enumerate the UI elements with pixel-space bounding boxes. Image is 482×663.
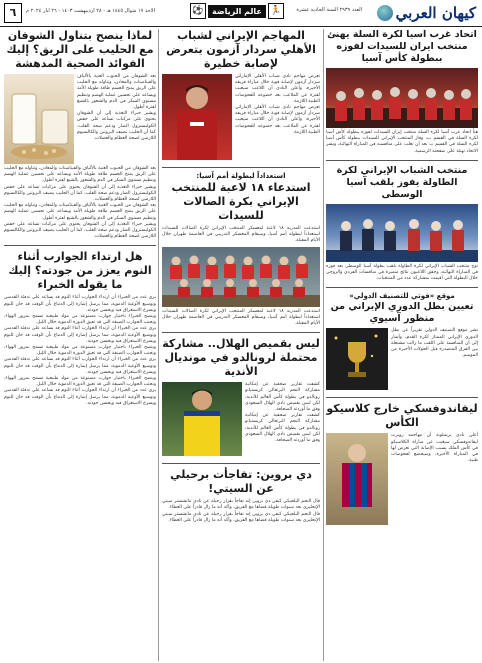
- ball-icon: ⚽: [190, 3, 206, 19]
- headline: دي بروين: تفاجأت برحيلي عن السيتي!: [170, 468, 312, 496]
- article-text: أعلن نادي برشلونة أن مهاجمه روبرت ليفاندوفسكي سيغيب عن مباراة الكلاسيكو في كأس الملك بسبب الإصابة التي تعرض لها في المباراة الأخيرة، وسيخضع لفحوصات طبية.: [391, 433, 478, 464]
- divider: [326, 287, 478, 288]
- divider: [4, 245, 156, 246]
- divider: [162, 463, 320, 464]
- article-text: كشفت تقارير صحفية عن إمكانية مشاركة النجم البرتغالي كريستيانو رونالدو في بطولة كأس العالم للأندية، لكن ليس بقميص نادي الهلال السعودي وفق ما أوردته الصحافة.: [245, 413, 320, 444]
- azmoun-photo: [162, 74, 232, 160]
- article-text: يرى عدد من الخبراء أن ارتداء الجوارب أثناء النوم قد يساعد على تدفئة القدمين وتوسيع الأوعية الدموية، مما يرسل إشارة إلى الدماغ بأن الوقت قد حان للنوم ويسرع الاستغراق فيه ويحسن جودته.: [4, 388, 156, 406]
- issue-number: العدد ٢٩٣٩ السنة الحادية عشرة: [296, 7, 362, 13]
- article-table-tennis: [326, 165, 478, 283]
- trophy-icon: [326, 328, 388, 390]
- divider: [326, 160, 478, 161]
- article-de-bruyne: [162, 468, 320, 524]
- podium-figures: [326, 204, 478, 262]
- headline: منتخب الشباب الإيراني لكرة الطاولة يفوز بلقب آسيا الوسطى: [336, 164, 468, 200]
- article-socks: [4, 250, 156, 407]
- globe-icon: [377, 5, 393, 21]
- futsal-team-figures: [162, 247, 320, 307]
- article-text: تعرض مهاجم نادي شباب الأهلي الإماراتي سردار آزمون لإصابة قوية خلال مباراة فريقه الأخيرة، وأعلن النادي أن اللاعب سيغيب لفترة عن الملاعب بعد خضوعه للفحوصات الطبية اللازمة.: [235, 74, 320, 104]
- newspaper-logo: [377, 2, 476, 24]
- date-line: الاحد ١٧ شوال ١٤٤٥ هـ - ٢٨ اردیبهشت ١٤٠٣ - ٢٦ ايار ٢٠٢٤ م: [26, 8, 155, 14]
- kicker: موقع «فوتي للتصنيف الدولي»: [349, 292, 455, 301]
- article-text: يرى عدد من الخبراء أن ارتداء الجوارب أثناء النوم قد يساعد على تدفئة القدمين وتوسيع الأوعية الدموية، مما يرسل إشارة إلى الدماغ بأن الوقت قد حان للنوم ويسرع الاستغراق فيه ويحسن جودته.: [4, 295, 156, 313]
- article-text: يعد الشوفان من الحبوب الغنية بالألياف والفيتامينات والمعادن، وتناوله مع الحليب على الريق يمنح الجسم طاقة طويلة الأمد ويساعد على تحسين عملية الهضم وتنظيم مستوى السكر في الدم والشعور بالشبع لفترة أطول.: [77, 74, 156, 111]
- article-ronaldo: [162, 337, 320, 458]
- article-futsal: [162, 172, 320, 327]
- headline: استدعاء ١٨ لاعبة للمنتخب الإيراني بكرة الصالات للسيدات: [171, 181, 311, 222]
- column-divider: [323, 29, 324, 661]
- section-header: [190, 3, 284, 19]
- article-azmoun: [162, 29, 320, 162]
- oats-milk-illustration: [4, 74, 74, 164]
- oats-milk-photo: [4, 74, 74, 164]
- article-text: تعرض مهاجم نادي شباب الأهلي الإماراتي سردار آزمون لإصابة قوية خلال مباراة فريقه الأخيرة، وأعلن النادي أن اللاعب سيغيب لفترة عن الملاعب بعد خضوعه للفحوصات الطبية اللازمة.: [235, 105, 320, 135]
- article-text: يعد الشوفان من الحبوب الغنية بالألياف والفيتامينات والمعادن، وتناوله مع الحليب على الريق يمنح الجسم طاقة طويلة الأمد ويساعد على تحسين عملية الهضم وتنظيم مستوى السكر في الدم والشعور بالشبع لفترة أطول.: [4, 203, 156, 221]
- divider: [162, 167, 320, 168]
- headline: تعيين بطل الدوري الإيراني من منظور آسيوي: [330, 301, 474, 325]
- article-text: يرى عدد من الخبراء أن ارتداء الجوارب أثناء النوم قد يساعد على تدفئة القدمين وتوسيع الأوعية الدموية، مما يرسل إشارة إلى الدماغ بأن الوقت قد حان للنوم ويسرع الاستغراق فيه ويحسن جودته.: [4, 357, 156, 375]
- article-text: يرى عدد من الخبراء أن ارتداء الجوارب أثناء النوم قد يساعد على تدفئة القدمين وتوسيع الأوعية الدموية، مما يرسل إشارة إلى الدماغ بأن الوقت قد حان للنوم ويسرع الاستغراق فيه ويحسن جودته.: [4, 326, 156, 344]
- article-text: استدعت المدربة ١٨ لاعبة لمعسكر المنتخب الإيراني لكرة الصالات للسيدات استعداداً لبطولة أمم آسيا، وسيقام المعسكر التدريبي في العاصمة طهران خلال الأيام المقبلة.: [162, 226, 320, 244]
- article-text: يعد الشوفان من الحبوب الغنية بالألياف والفيتامينات والمعادن، وتناوله مع الحليب على الريق يمنح الجسم طاقة طويلة الأمد ويساعد على تحسين عملية الهضم وتنظيم مستوى السكر في الدم والشعور بالشبع لفترة أطول.: [4, 166, 156, 184]
- kicker: استعداداً لبطولة أمم آسيا:: [196, 172, 286, 180]
- article-text: قال النجم البلجيكي كيفن دي بروين إنه تفاجأ بقرار رحيله عن نادي مانشستر سيتي الإنجليزي بعد سنوات طويلة قضاها مع الفريق، وأكد أنه ما زال قادراً على العطاء.: [162, 499, 320, 511]
- headline: اتحاد غرب آسيا لكرة السلة يهنئ منتخب ايران للسيدات لفوزه ببطولة كأس آسيا: [327, 29, 477, 64]
- article-text: ويشير خبراء التغذية إلى أن الشوفان يحتوي على مركبات تساعد على خفض الكوليسترول الضار ودعم صحة القلب، كما أن الحليب يضيف البروتين والكالسيوم اللازمين لصحة العظام والعضلات.: [4, 184, 156, 203]
- right-column: [326, 29, 478, 661]
- article-league: [326, 292, 478, 392]
- masthead: [0, 0, 482, 27]
- player-figure: [326, 433, 388, 525]
- article-text: قال النجم البلجيكي كيفن دي بروين إنه تفاجأ بقرار رحيله عن نادي مانشستر سيتي الإنجليزي بعد سنوات طويلة قضاها مع الفريق، وأكد أنه ما زال قادراً على العطاء.: [162, 511, 320, 523]
- headline: هل ارتداء الجوارب أثناء النوم يعزز من جودته؟ إليك ما يقوله الخبراء: [8, 250, 152, 292]
- logo-text: كيهان العربي: [395, 4, 476, 22]
- ronaldo-photo: [162, 382, 242, 456]
- ronaldo-figure: [162, 382, 242, 456]
- article-text: هنأ اتحاد غرب آسيا لكرة السلة منتخب إيران للسيدات لفوزه ببطولة كأس آسيا لكرة السلة في القسم ب، وفاز المنتخب الإيراني للسيدات ببطولة كأس آسيا لكرة السلة في القسم ب بعد أن تغلب على منافسيه في المباراة النهائية، ونشر الاتحاد تهنئة على صفحته الرسمية.: [326, 130, 478, 154]
- team-photo-figures: [326, 68, 478, 128]
- article-text: كشفت تقارير صحفية عن إمكانية مشاركة النجم البرتغالي كريستيانو رونالدو في بطولة كأس العالم للأندية، لكن ليس بقميص نادي الهلال السعودي وفق ما أوردته الصحافة.: [245, 382, 320, 413]
- headline: لماذا ينصح بتناول الشوفان مع الحليب على الريق؟ إليك الفوائد الصحية المدهشة: [6, 29, 154, 70]
- article-basketball: [326, 29, 478, 155]
- article-text: ويشير خبراء التغذية إلى أن الشوفان يحتوي على مركبات تساعد على خفض الكوليسترول الضار ودعم صحة القلب، كما أن الحليب يضيف البروتين والكالسيوم اللازمين لصحة العظام والعضلات.: [77, 111, 156, 142]
- section-title: عالم الرياضة: [208, 5, 266, 18]
- player-photo: [326, 433, 388, 525]
- team-photo: [326, 68, 478, 128]
- article-text: استدعت المدربة ١٨ لاعبة لمعسكر المنتخب الإيراني لكرة الصالات للسيدات استعداداً لبطولة أمم آسيا، وسيقام المعسكر التدريبي في العاصمة طهران خلال الأيام المقبلة.: [162, 308, 320, 327]
- middle-column: [162, 29, 320, 661]
- azmoun-figure: [162, 74, 232, 160]
- headline: ليفاندوفسكي خارج كلاسيكو الكأس: [326, 402, 478, 430]
- table-tennis-photo: [326, 204, 478, 262]
- article-text: وينصح الخبراء باختيار جوارب مصنوعة من مواد طبيعية تسمح بمرور الهواء، وتجنب الجوارب الضيقة التي قد تعيق الدورة الدموية خلال الليل.: [4, 376, 156, 388]
- headline: ليس بقميص الهلال.. مشاركة محتملة لرونالدو في مونديال الأندية: [162, 337, 320, 379]
- page-number: ٦: [4, 3, 22, 23]
- headline: المهاجم الإيراني لشباب الأهلي سردار آزمون يتعرض لإصابة خطيرة: [166, 29, 316, 70]
- article-oats: [4, 29, 156, 240]
- runner-icon: 🏃: [268, 3, 284, 19]
- article-text: ويشير خبراء التغذية إلى أن الشوفان يحتوي على مركبات تساعد على خفض الكوليسترول الضار ودعم صحة القلب، كما أن الحليب يضيف البروتين والكالسيوم اللازمين لصحة العظام والعضلات.: [4, 221, 156, 240]
- article-lewandowski: [326, 402, 478, 527]
- article-text: نشر موقع التصنيف الدولي تقريراً عن بطل الدوري الإيراني الممتاز لكرة القدم، وأشار إلى أن المنافسة على اللقب ما زالت مشتعلة بين الفرق المتصدرة قبل الجولات الأخيرة من الموسم.: [391, 328, 478, 359]
- futsal-team-photo: [162, 247, 320, 307]
- trophy-photo: [326, 328, 388, 390]
- article-text: وينصح الخبراء باختيار جوارب مصنوعة من مواد طبيعية تسمح بمرور الهواء، وتجنب الجوارب الضيقة التي قد تعيق الدورة الدموية خلال الليل.: [4, 345, 156, 357]
- article-text: وينصح الخبراء باختيار جوارب مصنوعة من مواد طبيعية تسمح بمرور الهواء، وتجنب الجوارب الضيقة التي قد تعيق الدورة الدموية خلال الليل.: [4, 314, 156, 326]
- column-divider: [158, 29, 159, 661]
- divider: [326, 397, 478, 398]
- divider: [162, 332, 320, 333]
- article-text: توج منتخب الشباب الإيراني لكرة الطاولة بلقب بطولة آسيا الوسطى بعد فوزه في المباراة النهائية، وحقق اللاعبون نتائج متميزة في منافسات الفردي والزوجي خلال البطولة التي أقيمت بمشاركة عدد من المنتخبات.: [326, 263, 478, 282]
- left-column: [4, 29, 156, 661]
